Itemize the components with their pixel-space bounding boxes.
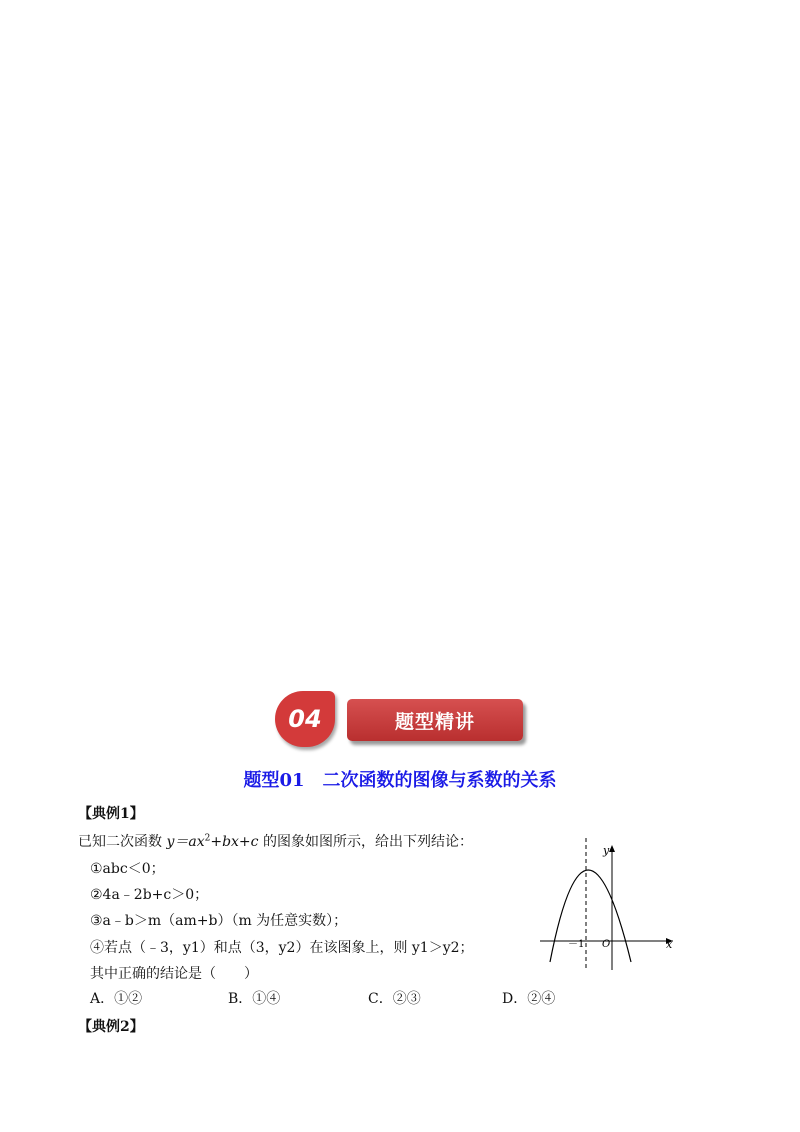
question-prompt: 其中正确的结论是（ ）: [90, 966, 258, 982]
stem-suffix: 的图象如图所示，给出下列结论：: [258, 834, 473, 850]
conclusion-3: ③a﹣b＞m（am+b）（m 为任意实数）；: [90, 913, 348, 929]
origin-label: O: [602, 939, 611, 950]
example1-stem: [78, 831, 473, 851]
y-axis-arrow: [609, 845, 615, 852]
example2-title: 【典例2】: [78, 1019, 144, 1035]
conclusion-1: ①abc＜0；: [90, 861, 165, 877]
tick-label-neg1: －1: [568, 939, 585, 950]
conclusion-2: ②4a﹣2b+c＞0；: [90, 887, 209, 903]
parabola-curve: [550, 870, 631, 962]
parabola-graph: [535, 835, 680, 970]
stem-formula-exponent: 2: [204, 833, 211, 844]
choice-a[interactable]: A．①②: [90, 991, 143, 1007]
answer-choices: [90, 988, 560, 1008]
section-title: 题型01 二次函数的图像与系数的关系: [243, 770, 557, 791]
stem-formula: y＝ax: [166, 834, 205, 850]
section-banner: [275, 688, 530, 750]
banner-badge: [275, 691, 335, 747]
banner-number: 04: [288, 705, 322, 733]
banner-ribbon: [347, 699, 523, 741]
choice-b[interactable]: B．①④: [228, 991, 281, 1007]
y-axis-label: y: [603, 844, 610, 857]
banner-label: 题型精讲: [394, 711, 475, 733]
choice-d[interactable]: D．②④: [502, 991, 556, 1007]
conclusion-4: ④若点（﹣3，y1）和点（3，y2）在该图象上，则 y1＞y2；: [90, 940, 474, 956]
x-axis-label: x: [666, 938, 673, 951]
stem-formula-tail: +bx+c: [210, 834, 259, 850]
stem-prefix: 已知二次函数: [78, 834, 167, 850]
choice-c[interactable]: C．②③: [368, 991, 421, 1007]
example1-title: 【典例1】: [78, 806, 144, 822]
